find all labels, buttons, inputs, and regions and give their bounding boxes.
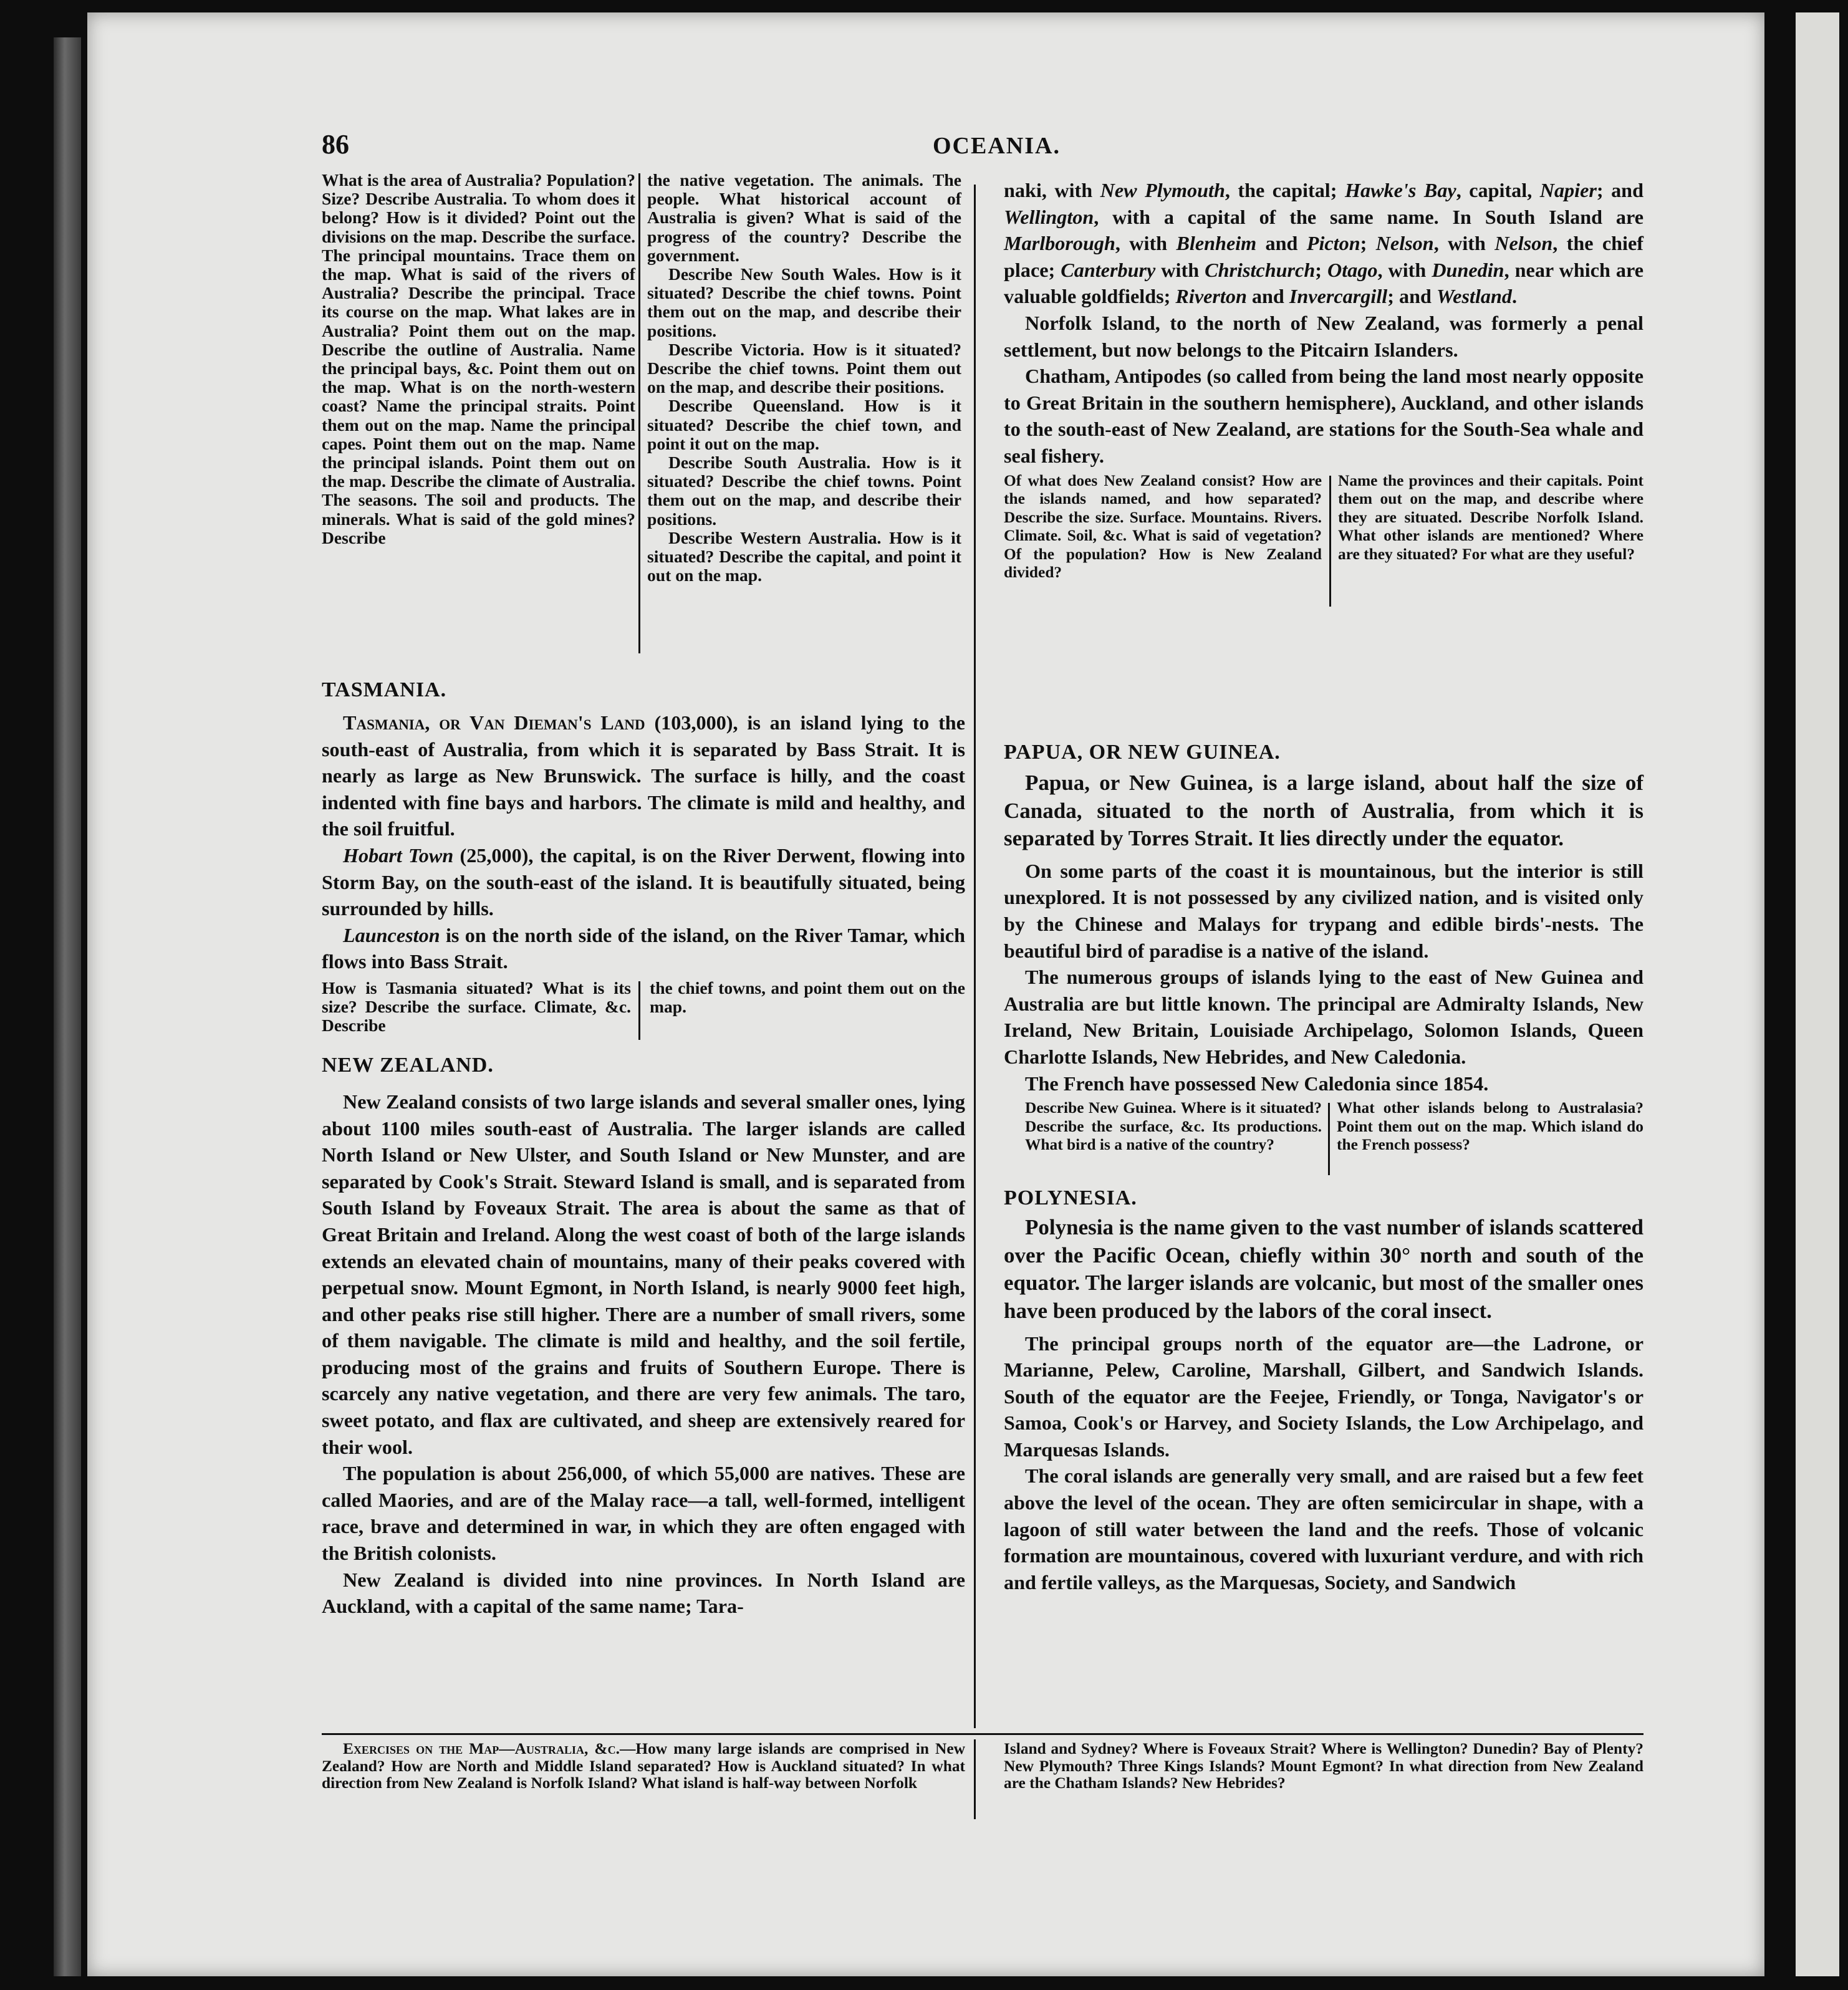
column-divider — [974, 185, 976, 1728]
papua-p1: Papua, or New Guinea, is a large island, about half the size of Canada, situated to the north of Australia, from which it is separated by Torres Strait. It lies directly under the equator. — [1004, 771, 1643, 851]
tasmania-p1 — [322, 709, 965, 842]
australia-questions-col2 — [647, 171, 961, 585]
new-zealand-p3: New Zealand is divided into nine provinces. In North Island are Auckland, with a capital of the same name; Tara- — [322, 1568, 965, 1618]
polynesia-p2: The principal groups north of the equator are—the Ladrone, or Marianne, Pelew, Caroline, Marshall, Gilbert, and Sandwich Islands. South of the equator are the Feejee, Friendly, or Tonga, Navigator's or Samoa, Cook's or Harvey, and Society Islands, the Low Archipelago, and Marquesas Islands. — [1004, 1332, 1643, 1461]
exercises-right — [1004, 1741, 1643, 1792]
tasmania-p3-lead: Launceston — [343, 923, 440, 946]
tasmania-heading: TASMANIA. — [322, 678, 447, 701]
footer-rule — [322, 1733, 1643, 1735]
tasmania-p2-lead: Hobart Town — [343, 844, 454, 867]
exercises-left-body: —How many large islands are comprised in New Zealand? How are North and Middle Island separated? How is Auckland situated? In what direction from New Zealand is Norfolk Island? What island is half-way between Norfolk — [322, 1740, 965, 1792]
tasmania-p3 — [322, 922, 965, 975]
polynesia-heading: POLYNESIA. — [1004, 1186, 1137, 1210]
australia-questions-text-1: What is the area of Australia? Population? Size? Describe Australia. To whom does it belong? How is it divided? Point out the divisions on the map. Describe the surface. The principal mountains. Trace them on the map. What is said of the rivers of Australia? Describe the principal. Trace its course on the map. What lakes are in Australia? Point them out on the map. Describe the outline of Australia. Name the principal bays, &c. Point them out on the map. What is on the north-western coast? Name the principal straits. Point them out on the map. Name the principal capes. Point them out on the map. Name the principal islands. Point them out on the map. Describe the climate of Australia. The seasons. The soil and products. The minerals. What is said of the gold mines? Describe — [322, 170, 635, 547]
new-zealand-p4: Norfolk Island, to the north of New Zealand, was formerly a penal settlement, but now belongs to the Pitcairn Islanders. — [1004, 311, 1643, 361]
papua-q2: What other islands belong to Australasia? Point them out on the map. Which island do the French possess? — [1337, 1099, 1643, 1154]
papua-p3: The numerous groups of islands lying to the east of New Guinea and Australia are but little known. The principal are Admiralty Islands, New Ireland, New Britain, Louisiade Archipelago, Solomon Islands, Queen Charlotte Islands, New Hebrides, and New Caledonia. — [1004, 966, 1643, 1068]
australia-q-3: Describe Victoria. How is it situated? Describe the chief towns. Point them out on the map, and describe their positions. — [647, 339, 961, 397]
australia-q-4: Describe Queensland. How is it situated? Describe the chief town, and point it out on the map. — [647, 396, 961, 453]
papua-q-divider — [1328, 1103, 1330, 1175]
tasmania-q-divider — [638, 981, 640, 1040]
new-zealand-p5: Chatham, Antipodes (so called from being the land most nearly opposite to Great Britain in the southern hemisphere), Auckland, and other islands to the south-east of New Zealand, are stations for the South-Sea whale and seal fishery. — [1004, 365, 1643, 467]
right-column-top-text — [1004, 177, 1643, 615]
page-number: 86 — [322, 129, 349, 160]
tasmania-p1-rest: (103,000), is an island lying to the south-east of Australia, from which it is separated by Bass Strait. It is nearly as large as New Brunswick. The surface is hilly, and the coast indented with fine bays and harbors. The climate is mild and healthy, and the soil fruitful. — [322, 711, 965, 840]
australia-q-2: Describe New South Wales. How is it situated? Describe the chief towns. Point them out on the map, and describe their positions. — [647, 264, 961, 340]
polynesia-p1: Polynesia is the name given to the vast number of islands scattered over the Pacific Ocean, chiefly within 30° north and south of the equator. The larger islands are volcanic, but most of the smaller ones have been produced by the labors of the coral insect. — [1004, 1215, 1643, 1323]
australia-questions-col1 — [322, 171, 635, 547]
tasmania-p2 — [322, 842, 965, 922]
tasmania-q2: the chief towns, and point them out on the map. — [650, 978, 965, 1017]
australia-q-5: Describe South Australia. How is it situated? Describe the chief towns. Point them out on the map, and describe their positions. — [647, 453, 961, 529]
papua-heading: PAPUA, OR NEW GUINEA. — [1004, 741, 1281, 764]
nz-provinces-right: naki, with New Plymouth, the capital; Hawke's Bay, capital, Napier; and Wellington, with a capital of the same name. In South Island are Marlborough, with Blenheim and Picton; Nelson, with Nelson, the chief place; Canterbury with Christchurch; Otago, with Dunedin, near which are valuable goldfields; Riverton and Invercargill; and Westland. — [1004, 179, 1644, 308]
new-zealand-q2: Name the provinces and their capitals. Point them out on the map, and describe where they are situated. Describe Norfolk Island. What other islands are mentioned? Where are they situated? For what are they useful? — [1338, 471, 1643, 563]
australia-q-1: the native vegetation. The animals. The people. What historical account of Australia is given? What is said of the progress of the country? Describe the government. — [647, 170, 961, 265]
running-title: OCEANIA. — [933, 133, 1061, 159]
questions-divider — [638, 173, 640, 653]
new-zealand-q-divider — [1329, 476, 1331, 607]
exercises-divider — [974, 1739, 976, 1819]
left-column-body — [322, 678, 965, 1620]
tasmania-p3-rest: is on the north side of the island, on the River Tamar, which flows into Bass Strait. — [322, 923, 965, 973]
tasmania-p2-rest: (25,000), the capital, is on the River Derwent, flowing into Storm Bay, on the south-east of the island. It is beautifully situated, being surrounded by hills. — [322, 844, 965, 920]
new-zealand-p2: The population is about 256,000, of which 55,000 are natives. These are called Maories, and are of the Malay race—a tall, well-formed, intelligent race, brave and determined in war, in which they are often engaged with the British colonists. — [322, 1462, 965, 1565]
papua-questions — [1004, 1099, 1643, 1178]
tasmania-questions — [322, 979, 965, 1041]
new-zealand-questions — [1004, 472, 1643, 615]
papua-p2: On some parts of the coast it is mountainous, but the interior is still unexplored. It is not possessed by any civilized nation, and is visited only by the Chinese and Malays for trypang and edible birds'-nests. The beautiful bird of paradise is a native of the island. — [1004, 859, 1643, 962]
exercises-lead: Exercises on the Map—Australia, &c. — [343, 1740, 620, 1757]
exercises-left — [322, 1741, 965, 1792]
new-zealand-heading: NEW ZEALAND. — [322, 1053, 494, 1077]
new-zealand-p1: New Zealand consists of two large islands and several smaller ones, lying about 1100 miles south-east of Australia. The larger islands are called North Island or New Ulster, and South Island or New Munster, and are separated by Cook's Strait. Steward Island is small, and is separated from South Island by Foveaux Strait. The area is about the same as that of Great Britain and Ireland. Along the west coast of both of the large islands extends an elevated chain of mountains, many of their peaks covered with perpetual snow. Mount Egmont, in North Island, is nearly 9000 feet high, and other peaks rise still higher. There are a number of small rivers, some of them navigable. The climate is mild and healthy, and the soil fertile, producing most of the grains and fruits of Southern Europe. There is scarcely any native vegetation, and there are very few animals. The taro, sweet potato, and flax are cultivated, and sheep are extensively reared for their wool. — [322, 1090, 965, 1458]
tasmania-p1-lead: Tasmania, or Van Dieman's Land — [343, 711, 645, 734]
right-column-body — [1004, 741, 1643, 1595]
next-page-edge — [1796, 12, 1839, 1976]
australia-q-6: Describe Western Australia. How is it situated? Describe the capital, and point it out on the map. — [647, 527, 961, 585]
papua-q1: Describe New Guinea. Where is it situated? Describe the surface, &c. Its productions. What bird is a native of the country? — [1025, 1099, 1322, 1154]
papua-p4: The French have possessed New Caledonia since 1854. — [1025, 1072, 1489, 1095]
exercises-left-text — [322, 1741, 965, 1792]
exercises-right-text: Island and Sydney? Where is Foveaux Strait? Where is Wellington? Dunedin? Bay of Plenty? New Plymouth? Three Kings Islands? Mount Egmont? In what direction from New Zealand are the Chatham Islands? New Hebrides? — [1004, 1740, 1643, 1792]
new-zealand-q1: Of what does New Zealand consist? How are the islands named, and how separated? Describe the size. Surface. Mountains. Rivers. Climate. Soil, &c. What is said of vegetation? Of the population? How is New Zealand divided? — [1004, 471, 1322, 582]
book-spine — [54, 37, 81, 1976]
tasmania-q1: How is Tasmania situated? What is its size? Describe the surface. Climate, &c. Describe — [322, 978, 631, 1036]
polynesia-p3: The coral islands are generally very small, and are raised but a few feet above the level of the ocean. They are often semicircular in shape, with a lagoon of still water between the land and the reefs. Those of volcanic formation are mountainous, covered with luxuriant verdure, and with rich and fertile valleys, as the Marquesas, Society, and Sandwich — [1004, 1464, 1643, 1593]
